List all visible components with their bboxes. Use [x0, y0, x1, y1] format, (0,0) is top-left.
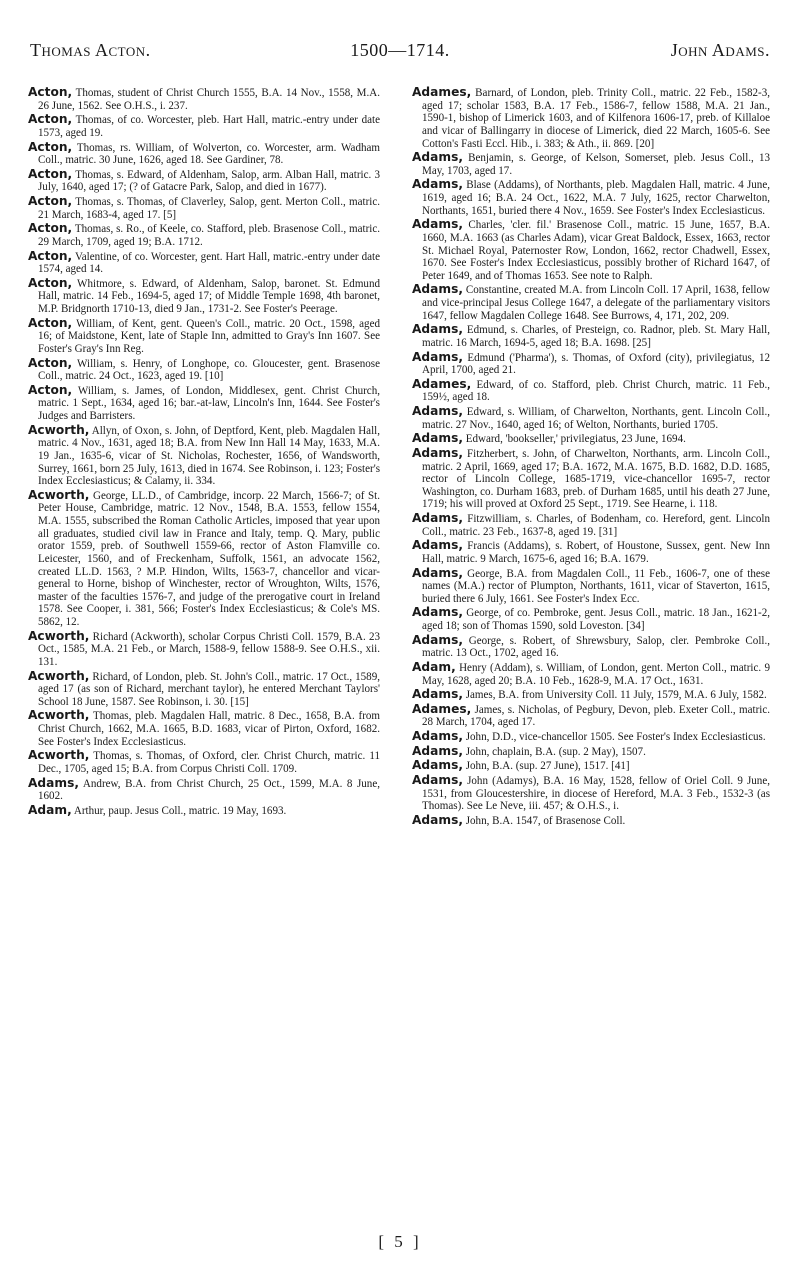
entry-surname: Adams, [412, 565, 463, 580]
entry-text: Thomas, s. Thomas, of Claverley, Salop, gent. Merton Coll., matric. 21 March, 1683-4, aged 17. [5] [38, 196, 380, 221]
entry-text: John, chaplain, B.A. (sup. 2 May), 1507. [462, 745, 646, 758]
entry-text: Thomas, s. Edward, of Aldenham, Salop, arm. Alban Hall, matric. 3 July, 1640, aged 17; (? of Gatacre Park, Salop, and died in 1677). [38, 168, 380, 194]
entry-surname: Acworth, [28, 668, 90, 683]
entry-surname: Acworth, [28, 487, 90, 502]
entry [412, 774, 770, 813]
entry-surname: Acton, [28, 139, 73, 154]
entry-text: William, s. James, of London, Middlesex, gent. Christ Church, matric. 1 Sept., 1634, aged 16; bar.-at-law, Lincoln's Inn, 1644. See Foster's Judges and Barristers. [38, 384, 380, 422]
entry [412, 283, 770, 322]
entry-text: Valentine, of co. Worcester, gent. Hart Hall, matric.-entry under date 1574, aged 14. [38, 250, 380, 276]
entry-text: James, s. Nicholas, of Pegbury, Devon, pleb. Exeter Coll., matric. 28 March, 1704, aged 17. [422, 703, 770, 729]
entry [412, 405, 770, 431]
entry [28, 384, 380, 423]
entry-surname: Adams, [412, 729, 463, 743]
entry [28, 630, 380, 669]
running-header [30, 40, 770, 64]
entry [28, 317, 380, 356]
entry-surname: Acton, [28, 86, 73, 99]
entry-text: Thomas, s. Thomas, of Oxford, cler. Christ Church, matric. 11 Dec., 1705, aged 15; B.A. from Corpus Christi Coll. 1709. [38, 750, 380, 775]
entry-surname: Adam, [412, 659, 456, 674]
header-center: 1500—1714. [350, 40, 450, 60]
entry-text: Arthur, paup. Jesus Coll., matric. 19 May, 1693. [71, 804, 287, 817]
entry-text: Blase (Addams), of Northants, pleb. Magdalen Hall, matric. 4 June, 1619, aged 16; B.A. 24 Oct., 1622, M.A. 7 July, 1625, rector Charwelton, Northants, 1651, buried there 4 Nov., 1659. See Foster's Index Ecclesiasticus. [422, 179, 770, 217]
entry-text: Richard, of London, pleb. St. John's Coll., matric. 17 Oct., 1589, aged 17 (as son of Richard, merchant taylor), he entered Merchant Taylors' School 18 June, 1587. See Robinson, i. 30. [15] [38, 670, 380, 708]
entry [412, 151, 770, 177]
entry-surname: Acworth, [28, 708, 90, 723]
page-number: [ 5 ] [378, 1232, 422, 1251]
entry [412, 178, 770, 217]
entry [412, 703, 770, 729]
entry-text: John, B.A. (sup. 27 June), 1517. [41] [462, 760, 630, 773]
entry-surname: Adams, [412, 431, 463, 446]
entry-surname: Acton, [28, 166, 73, 181]
entry-text: Thomas, pleb. Magdalen Hall, matric. 8 Dec., 1658, B.A. from Christ Church, 1662, M.A. 1665, B.D. 1683, vicar of Pirton, Oxford, 1682. See Foster's Index Ecclesiasticus. [38, 710, 380, 748]
entry-surname: Adams, [412, 772, 463, 787]
entry-surname: Adams, [28, 775, 79, 790]
entry-surname: Acton, [28, 194, 73, 208]
entry-surname: Adams, [412, 812, 463, 827]
entry-text: Barnard, of London, pleb. Trinity Coll., matric. 22 Feb., 1582-3, aged 17; scholar 1583, B.A. 17 Feb., 1586-7, fellow 1588, M.A. 21 Jan., 1590-1, bishop of Limerick 1603, and of Kilfenora 1606-17, preb. of Killaloe and vicar of Ballingarry in diocese of Limerick, died 22 March, 1605-6. See Cotton's Fasti Eccl. Hib., i. 383; & Ath., ii. 869. [20] [422, 87, 770, 150]
entry-surname: Adams, [412, 217, 463, 232]
entry [28, 777, 380, 803]
entry [28, 709, 380, 748]
entry [28, 113, 380, 139]
entry-text: Constantine, created M.A. from Lincoln Coll. 17 April, 1638, fellow and vice-principal Jesus College 1647, a delegate of the parliamentary visitors 1647, fellow Magdalen College 1648. See Burrows, 4, 171, 202, 209. [422, 284, 770, 322]
entry [28, 804, 380, 818]
left-column [28, 86, 380, 1216]
entry [412, 447, 770, 511]
entry [28, 277, 380, 316]
entry-surname: Acton, [28, 315, 73, 330]
entry-surname: Adams, [412, 282, 463, 297]
entry [28, 195, 380, 221]
entry [412, 606, 770, 632]
entry-surname: Acton, [28, 112, 73, 127]
entry-surname: Adams, [412, 349, 463, 364]
entry [28, 489, 380, 629]
entry-text: Whitmore, s. Edward, of Aldenham, Salop, baronet. St. Edmund Hall, matric. 14 Feb., 1694-5, aged 17; of Middle Temple 1698, 4th baronet, M.P. Bridgnorth 1710-13, died 9 Jan., 1731-2. See Foster's Peerage. [38, 277, 380, 315]
entry-surname: Adams, [412, 150, 463, 165]
header-right: John Adams. [670, 40, 770, 60]
entry-surname: Adam, [28, 802, 72, 817]
entry-text: Benjamin, s. George, of Kelson, Somerset, pleb. Jesus Coll., 13 May, 1703, aged 17. [422, 152, 770, 177]
entry-surname: Acworth, [28, 628, 90, 643]
entry [412, 378, 770, 404]
entry [412, 634, 770, 660]
entry-surname: Acton, [28, 248, 73, 263]
entry [412, 730, 770, 744]
entry-text: Edward, 'bookseller,' privilegiatus, 23 June, 1694. [462, 433, 686, 446]
entry-text: Allyn, of Oxon, s. John, of Deptford, Kent, pleb. Magdalen Hall, matric. 4 Nov., 1631, aged 18; B.A. from New Inn Hall 14 May, 1633, M.A. 19 Jan., 1635-6, vicar of St. Nicholas, Rochester, 1656, of Wandsworth, Surrey, 1661, born 25 July, 1613, died in 1674. See Robinson, i. 123; Foster's Index Ecclesiasticus; & Calamy, ii. 334. [38, 424, 380, 488]
entry [412, 567, 770, 606]
entry-surname: Adams, [412, 404, 463, 418]
entry [28, 357, 380, 383]
entry [412, 539, 770, 565]
entry-text: Thomas, of co. Worcester, pleb. Hart Hall, matric.-entry under date 1573, aged 19. [38, 114, 380, 139]
entry-text: Fitzherbert, s. John, of Charwelton, Northants, arm. Lincoln Coll., matric. 2 April, 1669, aged 17; B.A. 1672, M.A. 1675, B.D. 1682, D.D. 1685, rector of Lincoln College, 1685-1719, vice-chancellor 1695-7, rector Washington, co. Durham 1683, preb. of Durham 1685, until his death 27 June, 1719; his will proved at Oxford 25 Sept., 1719. See Hearne, i. 118. [422, 447, 770, 511]
entry [412, 512, 770, 538]
entry [412, 745, 770, 759]
entry [28, 141, 380, 167]
entry-text: George, LL.D., of Cambridge, incorp. 22 March, 1566-7; of St. Peter House, Cambridge, matric. 12 Nov., 1548, B.A. 1553, fellow 1554, M.A. 1555, subscribed the Roman Catholic Articles, imposed that year upon all graduates, studied civil law in France and Italy, temp. Q. Mary, public orator 1559, preb. of Southwell 1559-66, rector of Aston Flamville co. Leicester, 1560, and of Freckenham, Suffolk, 1561, an advocate 1562, created LL.D. 1563, ? M.P. Hindon, Wilts, 1563-7, chancellor and vicar-general to Horne, bishop of Winchester, rector of Wroughton, Wilts, 1576, master of the faculties 1576-7, and judge of the prerogative court in Ireland 1578. See Cooper, i. 381, 566; Foster's Index Ecclesiasticus; & Cole's MS. 5862, 12. [38, 489, 380, 628]
entry [28, 749, 380, 775]
entry-text: George, B.A. from Magdalen Coll., 11 Feb., 1606-7, one of these names (M.A.) rector of Plumpton, Northants, 1611, vicar of Staverton, 1615, buried there 6 July, 1661. See Foster's Index Ecc. [422, 567, 770, 605]
entry [28, 670, 380, 709]
entry-text: Francis (Addams), s. Robert, of Houstone, Sussex, gent. New Inn Hall, matric. 9 March, 1675-6, aged 16; B.A. 1679. [422, 540, 770, 565]
entry-surname: Acworth, [28, 748, 90, 763]
entry-surname: Adams, [412, 632, 463, 647]
entry-surname: Adames, [412, 86, 472, 99]
entry-text: Fitzwilliam, s. Charles, of Bodenham, co. Hereford, gent. Lincoln Coll., matric. 23 Feb., 1637-8, aged 19. [31] [422, 513, 770, 538]
entry-text: William, s. Henry, of Longhope, co. Gloucester, gent. Brasenose Coll., matric. 24 Oct., 1623, aged 19. [10] [38, 357, 380, 383]
entry-surname: Acworth, [28, 422, 90, 437]
entry-text: James, B.A. from University Coll. 11 July, 1579, M.A. 6 July, 1582. [462, 689, 767, 702]
entry-surname: Adams, [412, 538, 463, 553]
entry-surname: Adams, [412, 445, 463, 460]
entry [28, 168, 380, 194]
entry-surname: Acton, [28, 275, 73, 290]
right-column [412, 86, 770, 1216]
entry-text: Edward, of co. Stafford, pleb. Christ Church, matric. 11 Feb., 159½, aged 18. [422, 378, 770, 404]
header-left: Thomas Acton. [30, 40, 151, 60]
entry-text: John, B.A. 1547, of Brasenose Coll. [462, 814, 626, 827]
entry [412, 688, 770, 702]
entry-text: Thomas, rs. William, of Wolverton, co. Worcester, arm. Wadham Coll., matric. 30 June, 1626, aged 18. See Gardiner, 78. [38, 141, 380, 167]
entry-text: Henry (Addam), s. William, of London, gent. Merton Coll., matric. 9 May, 1628, aged 20; B.A. 10 Feb., 1628-9, M.A. 17 Oct., 1631. [422, 661, 770, 687]
entry [412, 351, 770, 377]
entry-text: Edmund, s. Charles, of Presteign, co. Radnor, pleb. St. Mary Hall, matric. 16 March, 1694-5, aged 18; B.A. 1698. [25] [422, 324, 770, 349]
entry-surname: Adames, [412, 701, 472, 716]
entry-text: Richard (Ackworth), scholar Corpus Christi Coll. 1579, B.A. 23 Oct., 1585, M.A. 21 Feb., or March, 1588-9, fellow 1588-9. See O.H.S., xii. 131. [38, 630, 380, 668]
entry-text: George, s. Robert, of Shrewsbury, Salop, cler. Pembroke Coll., matric. 13 Oct., 1702, aged 16. [422, 634, 770, 660]
entry-surname: Adams, [412, 687, 463, 702]
entry-surname: Adams, [412, 322, 463, 337]
entry-text: Edmund ('Pharma'), s. Thomas, of Oxford (city), privilegiatus, 12 April, 1700, aged 21. [422, 351, 770, 377]
entry-surname: Adams, [412, 743, 463, 758]
entry-surname: Adams, [412, 758, 463, 773]
entry-surname: Acton, [28, 382, 73, 397]
entry-text: John (Adamys), B.A. 16 May, 1528, fellow of Oriel Coll. 9 June, 1531, from Gloucestershire, in diocese of Hereford, M.A. 3 Feb., 1532-3 (as Thomas). See Le Neve, iii. 457; & O.H.S., i. [422, 774, 770, 813]
entry-surname: Adams, [412, 177, 463, 192]
entry-text: John, D.D., vice-chancellor 1505. See Foster's Index Ecclesiasticus. [462, 731, 766, 743]
entry-text: Thomas, student of Christ Church 1555, B.A. 14 Nov., 1558, M.A. 26 June, 1562. See O.H.S., i. 237. [38, 87, 380, 112]
entry-text: Andrew, B.A. from Christ Church, 25 Oct., 1599, M.A. 8 June, 1602. [38, 777, 380, 803]
entry-text: George, of co. Pembroke, gent. Jesus Coll., matric. 18 Jan., 1621-2, aged 18; son of Thomas 1590, sold Loveston. [34] [422, 607, 770, 632]
entry-surname: Acton, [28, 355, 73, 370]
entry [412, 323, 770, 349]
entry-text: Thomas, s. Ro., of Keele, co. Stafford, pleb. Brasenose Coll., matric. 29 March, 1709, aged 19; B.A. 1712. [38, 223, 380, 248]
entry [412, 814, 770, 828]
entry-text: William, of Kent, gent. Queen's Coll., matric. 20 Oct., 1598, aged 16; of Maidstone, Kent, late of Staple Inn, admitted to Gray's Inn 1607. See Foster's Gray's Inn Reg. [38, 317, 380, 355]
entry [412, 218, 770, 282]
entry [28, 424, 380, 488]
entry-text: Charles, 'cler. fil.' Brasenose Coll., matric. 15 June, 1657, B.A. 1660, M.A. 1663 (as Charles Adam), vicar Great Baldock, Essex, 1663, rector St. Michael Royal, Paternoster Row, London, 1662, rector Chadwell, Essex, 1670. See Foster's Index Ecclesiasticus, possibly brother of Richard 1647, of Peter 1649, and of Thomas 1653. See note to Ralph. [422, 219, 770, 282]
entry [28, 250, 380, 276]
entry-surname: Acton, [28, 221, 73, 236]
entry-surname: Adames, [412, 376, 472, 391]
entry [412, 432, 770, 446]
entry-surname: Adams, [412, 605, 463, 620]
entry [412, 661, 770, 687]
entry [28, 222, 380, 248]
entry [412, 86, 770, 150]
entry [28, 86, 380, 112]
entry [412, 759, 770, 773]
entry-surname: Adams, [412, 511, 463, 525]
entry-text: Edward, s. William, of Charwelton, Northants, gent. Lincoln Coll., matric. 27 Nov., 1640, aged 16; of Welton, Northants, buried 1705. [422, 406, 770, 431]
